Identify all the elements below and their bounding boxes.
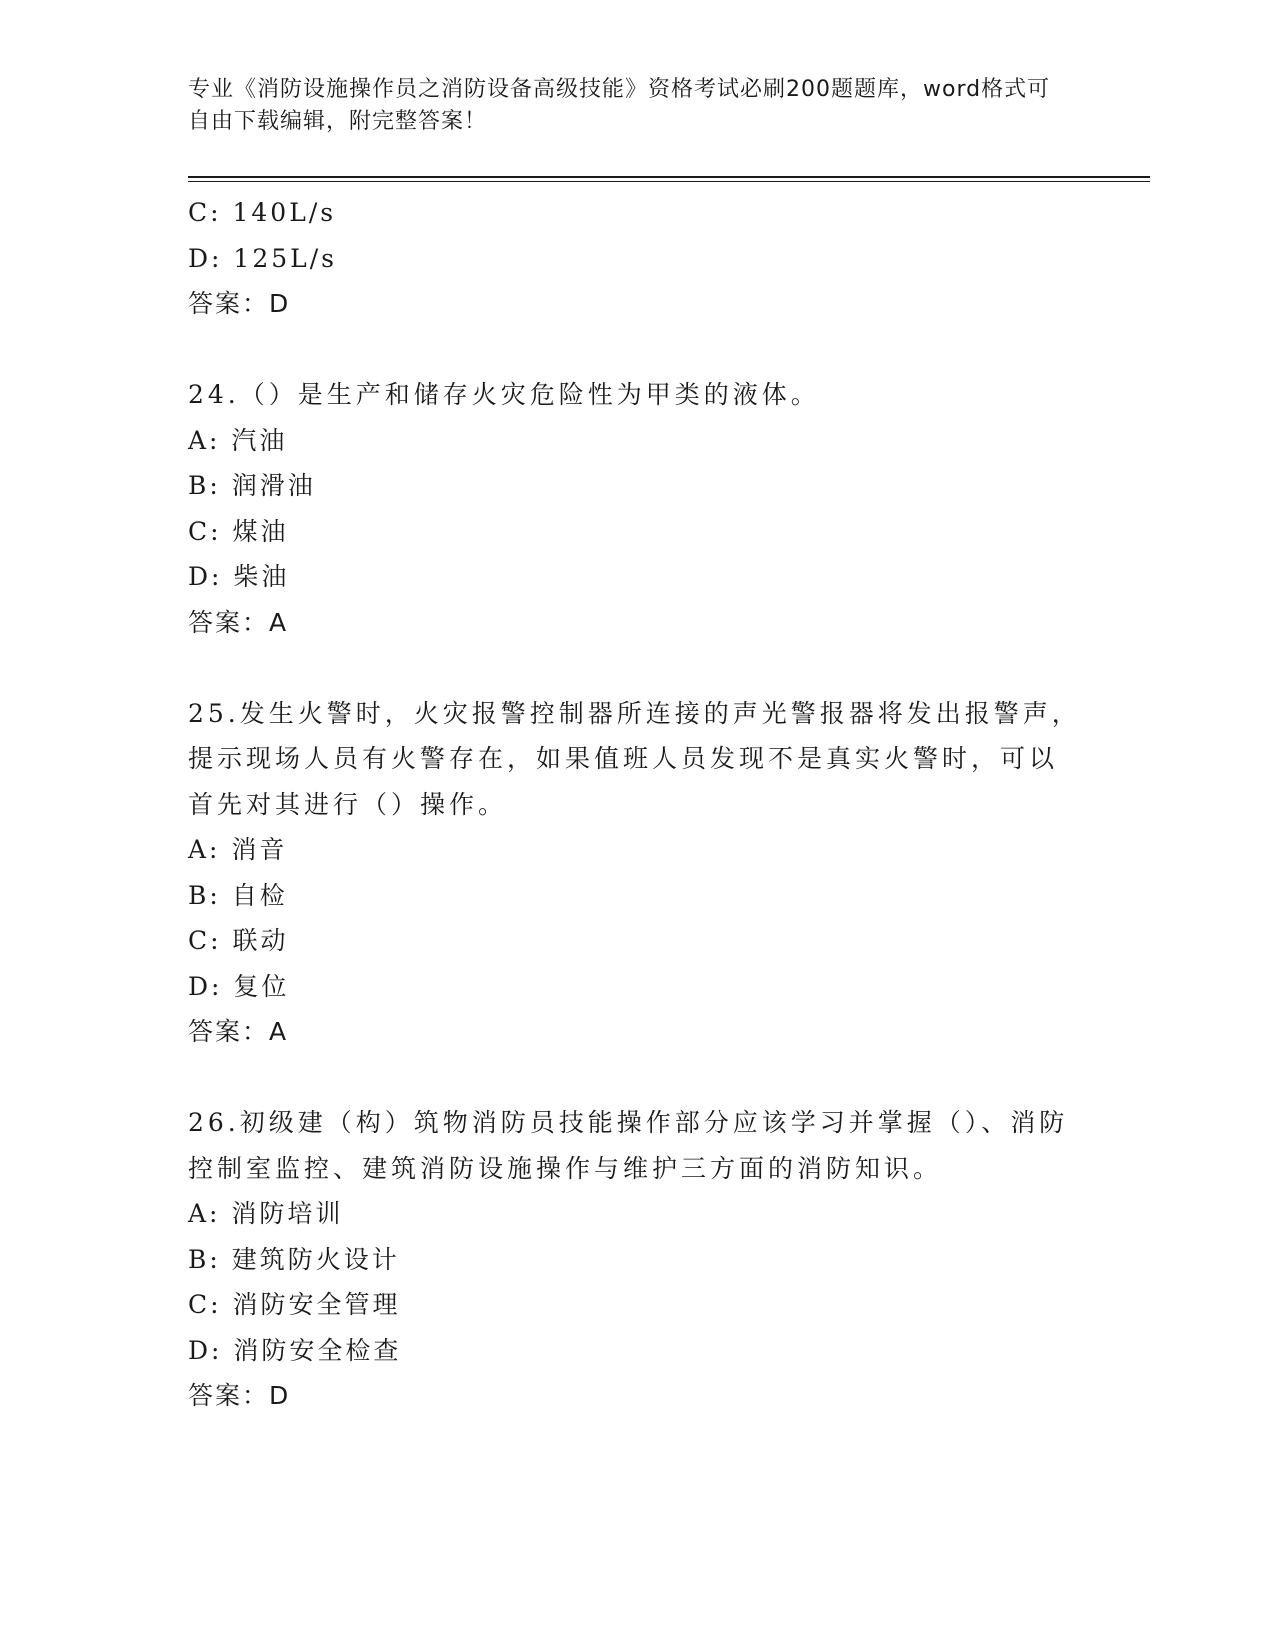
option-a: A: 消音 <box>188 835 288 864</box>
option-c: C: 联动 <box>188 926 289 955</box>
document-header: 专业《消防设施操作员之消防设备高级技能》资格考试必刷200题题库，word格式可自由下载编辑，附完整答案！ <box>188 77 1051 134</box>
question-text-line-3: 首先对其进行（）操作。 <box>188 789 508 819</box>
option-a: A: 汽油 <box>188 425 288 455</box>
question-text-line-1: 25.发生火警时，火灾报警控制器所连接的声光警报器将发出报警声， <box>188 698 1081 728</box>
option-a: A: 消防培训 <box>188 1199 344 1228</box>
option-d: D: 复位 <box>188 971 290 1001</box>
option-d: D: 消防安全检查 <box>188 1335 402 1365</box>
question-text-line-1: 26.初级建（构）筑物消防员技能操作部分应该学习并掌握（）、消防 <box>188 1108 1069 1137</box>
question-list <box>188 190 1088 1419</box>
header-divider-thick <box>188 176 1150 178</box>
question-text: 24.（）是生产和储存火灾危险性为甲类的液体。 <box>188 380 820 409</box>
header-divider-thin <box>188 181 1150 182</box>
question-23-tail <box>188 190 1088 327</box>
option-c: C: 140L/s <box>188 198 337 227</box>
question-25 <box>188 691 1088 1055</box>
option-c: C: 煤油 <box>188 516 289 546</box>
answer-line: 答案：D <box>188 1381 291 1410</box>
spacer <box>188 645 1088 691</box>
option-d: D: 柴油 <box>188 562 290 591</box>
answer-line: 答案：A <box>188 607 289 637</box>
option-b: B: 润滑油 <box>188 471 316 500</box>
spacer <box>188 1055 1088 1101</box>
option-c: C: 消防安全管理 <box>188 1290 401 1319</box>
option-b: B: 自检 <box>188 880 288 910</box>
question-text-line-2: 提示现场人员有火警存在，如果值班人员发现不是真实火警时，可以 <box>188 744 1059 773</box>
question-24 <box>188 372 1088 645</box>
option-b: B: 建筑防火设计 <box>188 1244 400 1274</box>
option-d: D: 125L/s <box>188 243 337 273</box>
answer-line: 答案：D <box>188 289 291 318</box>
question-text-line-2: 控制室监控、建筑消防设施操作与维护三方面的消防知识。 <box>188 1153 943 1183</box>
question-26 <box>188 1100 1088 1419</box>
spacer <box>188 327 1088 373</box>
answer-line: 答案：A <box>188 1017 289 1046</box>
